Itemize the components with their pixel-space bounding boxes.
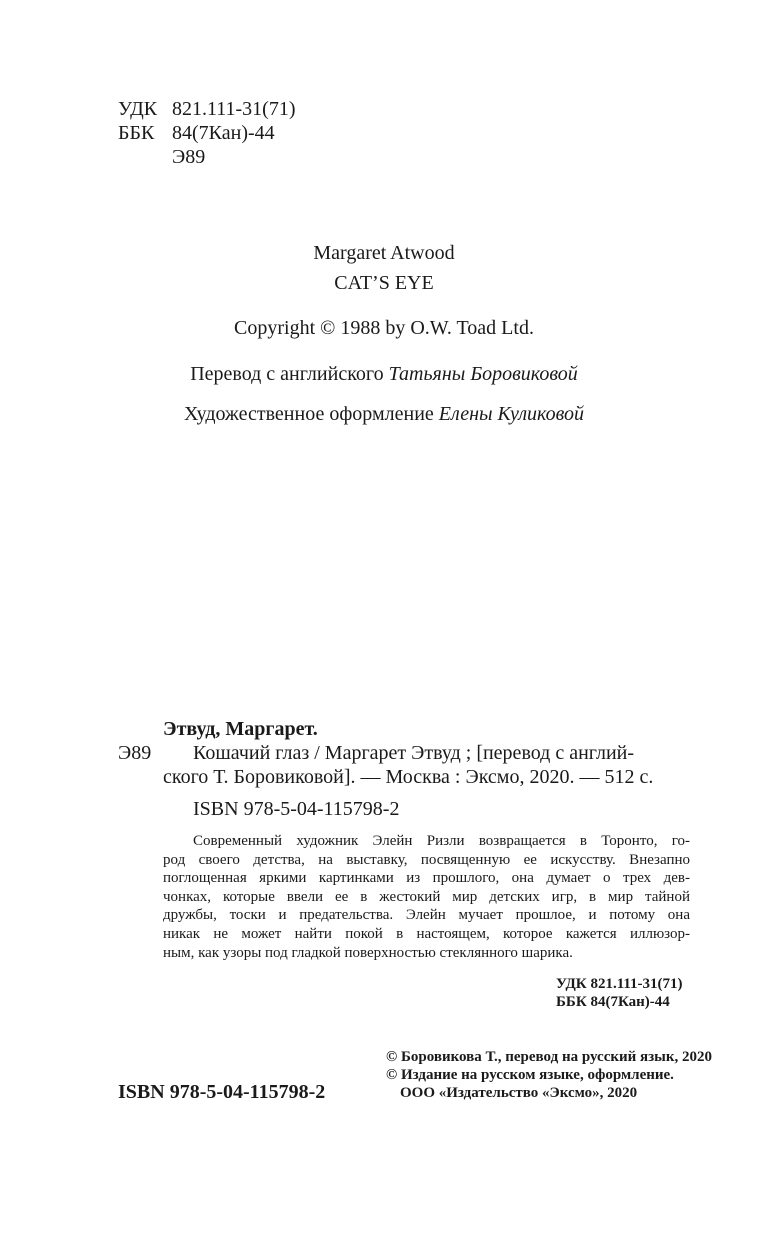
annotation-paragraph: [163, 832, 690, 962]
annotation-line: поглощенная яркими картинками из прошлого, она думает о трех дев-: [163, 870, 690, 887]
footer-udk: УДК 821.111-31(71): [556, 976, 683, 992]
design-prefix: Художественное оформление: [183, 403, 439, 425]
bibliographic-author-mark: Э89: [118, 742, 152, 764]
annotation-line: ным, как узоры под гладкой поверхностью стеклянного шарика.: [163, 944, 573, 961]
bbk-label: ББК: [118, 122, 155, 144]
annotation-line: чонках, которые ввели ее в жестокий мир детских игр, в мир тайной: [163, 888, 690, 905]
bibliographic-isbn: ISBN 978-5-04-115798-2: [193, 798, 400, 820]
footer-bbk: ББК 84(7Кан)-44: [556, 994, 670, 1010]
footer-copyright-line: ООО «Издательство «Эксмо», 2020: [400, 1085, 638, 1101]
annotation-line: Современный художник Элейн Ризли возвращается в Торонто, го-: [193, 833, 690, 849]
annotation-line: никак не может найти покой в настоящем, которое кажется иллюзор-: [163, 925, 690, 942]
footer-copyright-line: © Боровикова Т., перевод на русский язык, 2020: [386, 1049, 713, 1065]
author-mark: Э89: [172, 146, 206, 168]
design-credit: [0, 402, 768, 426]
footer-copyright-line: © Издание на русском языке, оформление.: [386, 1067, 674, 1083]
footer-isbn: ISBN 978-5-04-115798-2: [118, 1081, 326, 1103]
original-author: Margaret Atwood: [313, 242, 455, 264]
original-title: CAT’S EYE: [334, 272, 434, 294]
designer-name: Елены Куликовой: [438, 403, 585, 425]
bbk-value: 84(7Кан)-44: [172, 122, 275, 144]
bibliographic-heading: Этвуд, Маргарет.: [163, 718, 318, 740]
original-copyright: Copyright © 1988 by O.W. Toad Ltd.: [234, 317, 534, 339]
translation-prefix: Перевод с английского: [190, 363, 389, 385]
annotation-line: дружбы, тоски и предательства. Элейн мучает прошлое, и потому она: [163, 907, 690, 924]
annotation-line: род своего детства, на выставку, посвященную ее искусству. Внезапно: [163, 851, 690, 868]
udk-label: УДК: [118, 98, 158, 120]
translator-name: Татьяны Боровиковой: [388, 363, 578, 385]
udk-value: 821.111-31(71): [172, 98, 296, 120]
bibliographic-line-1: Кошачий глаз / Маргарет Этвуд ; [перевод с англий-: [193, 742, 635, 764]
bibliographic-line-2: ского Т. Боровиковой]. — Москва : Эксмо, 2020. — 512 с.: [163, 766, 654, 788]
translation-credit: [0, 362, 768, 386]
